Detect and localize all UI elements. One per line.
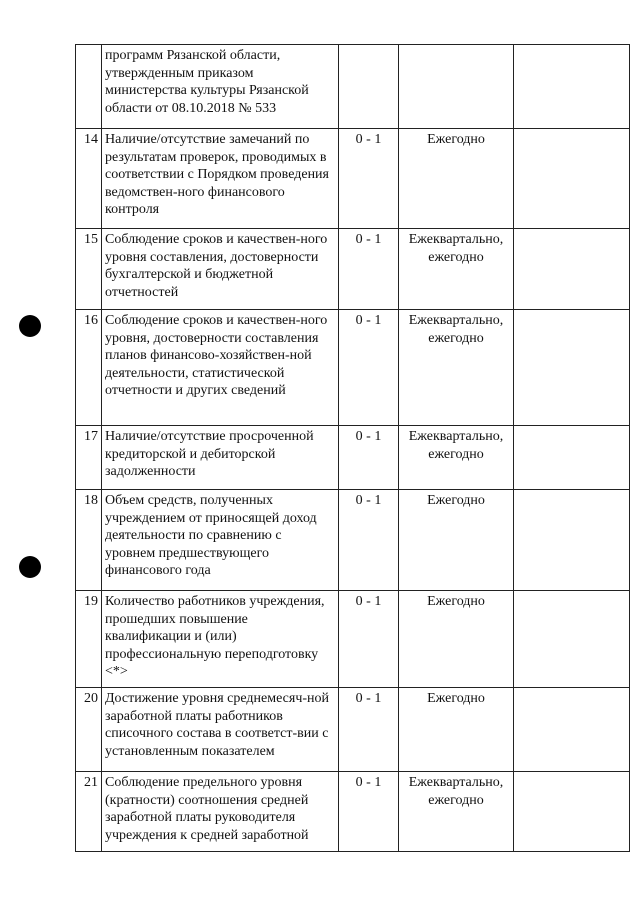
value-cell	[514, 229, 630, 310]
table-row	[76, 591, 630, 688]
score-range: 0 - 1	[339, 591, 399, 688]
criterion-text: Объем средств, полученных учреждением от приносящей доход деятельности по сравнению с уровнем предшествующего финансового года	[102, 490, 339, 591]
row-number: 18	[76, 490, 102, 591]
table-row	[76, 310, 630, 426]
row-number: 19	[76, 591, 102, 688]
table-row	[76, 129, 630, 229]
score-range: 0 - 1	[339, 229, 399, 310]
criterion-text: Соблюдение сроков и качествен-ного уровня составления, достоверности бухгалтерской и бюджетной отчетностей	[102, 229, 339, 310]
row-number	[76, 45, 102, 129]
punch-hole-lower	[19, 556, 41, 578]
periodicity: Ежегодно	[399, 490, 514, 591]
score-range: 0 - 1	[339, 688, 399, 772]
row-number: 17	[76, 426, 102, 490]
row-number: 20	[76, 688, 102, 772]
criterion-text: Соблюдение предельного уровня (кратности) соотношения средней заработной платы руководителя учреждения к средней заработной	[102, 772, 339, 852]
table-row	[76, 229, 630, 310]
criterion-text: Наличие/отсутствие замечаний по результатам проверок, проводимых в соответствии с Порядком проведения ведомствен-ного финансового контроля	[102, 129, 339, 229]
periodicity: Ежеквартально, ежегодно	[399, 310, 514, 426]
criterion-text: Достижение уровня среднемесяч-ной заработной платы работников списочного состава в соответст-вии с установленным показателем	[102, 688, 339, 772]
value-cell	[514, 490, 630, 591]
periodicity: Ежегодно	[399, 129, 514, 229]
periodicity: Ежеквартально, ежегодно	[399, 229, 514, 310]
row-number: 21	[76, 772, 102, 852]
punch-hole-upper	[19, 315, 41, 337]
criterion-text: программ Рязанской области, утвержденным приказом министерства культуры Рязанской области от 08.10.2018 № 533	[102, 45, 339, 129]
table-row	[76, 688, 630, 772]
score-range: 0 - 1	[339, 426, 399, 490]
row-number: 14	[76, 129, 102, 229]
table-row	[76, 490, 630, 591]
criterion-text: Соблюдение сроков и качествен-ного уровня, достоверности составления планов финансово-хозяйствен-ной деятельности, статистической отчетности и других сведений	[102, 310, 339, 426]
criterion-text: Наличие/отсутствие просроченной кредиторской и дебиторской задолженности	[102, 426, 339, 490]
value-cell	[514, 45, 630, 129]
table-row	[76, 772, 630, 852]
row-number: 15	[76, 229, 102, 310]
score-range: 0 - 1	[339, 772, 399, 852]
periodicity	[399, 45, 514, 129]
score-range: 0 - 1	[339, 129, 399, 229]
periodicity: Ежеквартально, ежегодно	[399, 772, 514, 852]
value-cell	[514, 129, 630, 229]
periodicity: Ежегодно	[399, 688, 514, 772]
row-number: 16	[76, 310, 102, 426]
table-row	[76, 426, 630, 490]
criterion-text: Количество работников учреждения, прошедших повышение квалификации и (или) профессиональную переподготовку <*>	[102, 591, 339, 688]
value-cell	[514, 591, 630, 688]
score-range	[339, 45, 399, 129]
periodicity: Ежегодно	[399, 591, 514, 688]
periodicity: Ежеквартально, ежегодно	[399, 426, 514, 490]
score-range: 0 - 1	[339, 490, 399, 591]
value-cell	[514, 688, 630, 772]
value-cell	[514, 426, 630, 490]
table-row	[76, 45, 630, 129]
criteria-table	[75, 44, 630, 852]
score-range: 0 - 1	[339, 310, 399, 426]
value-cell	[514, 772, 630, 852]
value-cell	[514, 310, 630, 426]
